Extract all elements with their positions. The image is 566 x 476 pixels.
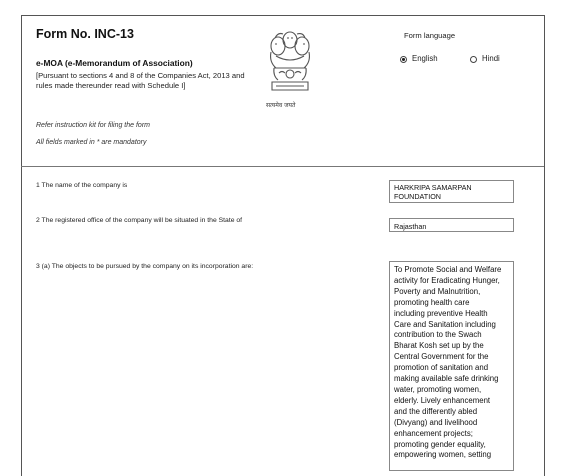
company-name-field[interactable]: HARKRIPA SAMARPAN FOUNDATION	[389, 180, 514, 203]
mandatory-fields-note: All fields marked in * are mandatory	[36, 139, 147, 146]
registered-office-state-field[interactable]: Rajasthan	[389, 218, 514, 232]
company-name-label: 1 The name of the company is	[36, 182, 128, 189]
objects-label: 3 (a) The objects to be pursued by the company on its incorporation are:	[36, 263, 254, 270]
objects-textarea[interactable]: To Promote Social and Welfare activity for Eradicating Hunger, Poverty and Malnutrition, promoting health care including preventive Health Care and Sanitation including contribution to the Swach Bharat Kosh set up by the Central Government for the promotion of sanitation and making available safe drinking water, promoting women, elderly. Lively enhancement and the differently abled (Divyang) and livelihood enhancement projects; promoting gender equality, empowering women, setting	[389, 261, 514, 471]
national-emblem-icon	[262, 26, 318, 112]
registered-office-state-label: 2 The registered office of the company will be situated in the State of	[36, 217, 243, 224]
hindi-radio-label: Hindi	[482, 54, 500, 63]
emblem-caption: सत्यमेव जयते	[266, 102, 296, 109]
hindi-radio[interactable]	[470, 56, 477, 63]
section-divider	[21, 166, 544, 167]
instruction-kit-note: Refer instruction kit for filing the form	[36, 122, 150, 129]
pursuant-text: [Pursuant to sections 4 and 8 of the Companies Act, 2013 and rules made thereunder read with Schedule I]	[36, 71, 245, 90]
form-title: e-MOA (e-Memorandum of Association)	[36, 58, 193, 68]
english-radio-label: English	[412, 54, 438, 63]
form-number-title: Form No. INC-13	[36, 27, 134, 41]
form-language-label: Form language	[404, 31, 456, 40]
english-radio[interactable]	[400, 56, 407, 63]
